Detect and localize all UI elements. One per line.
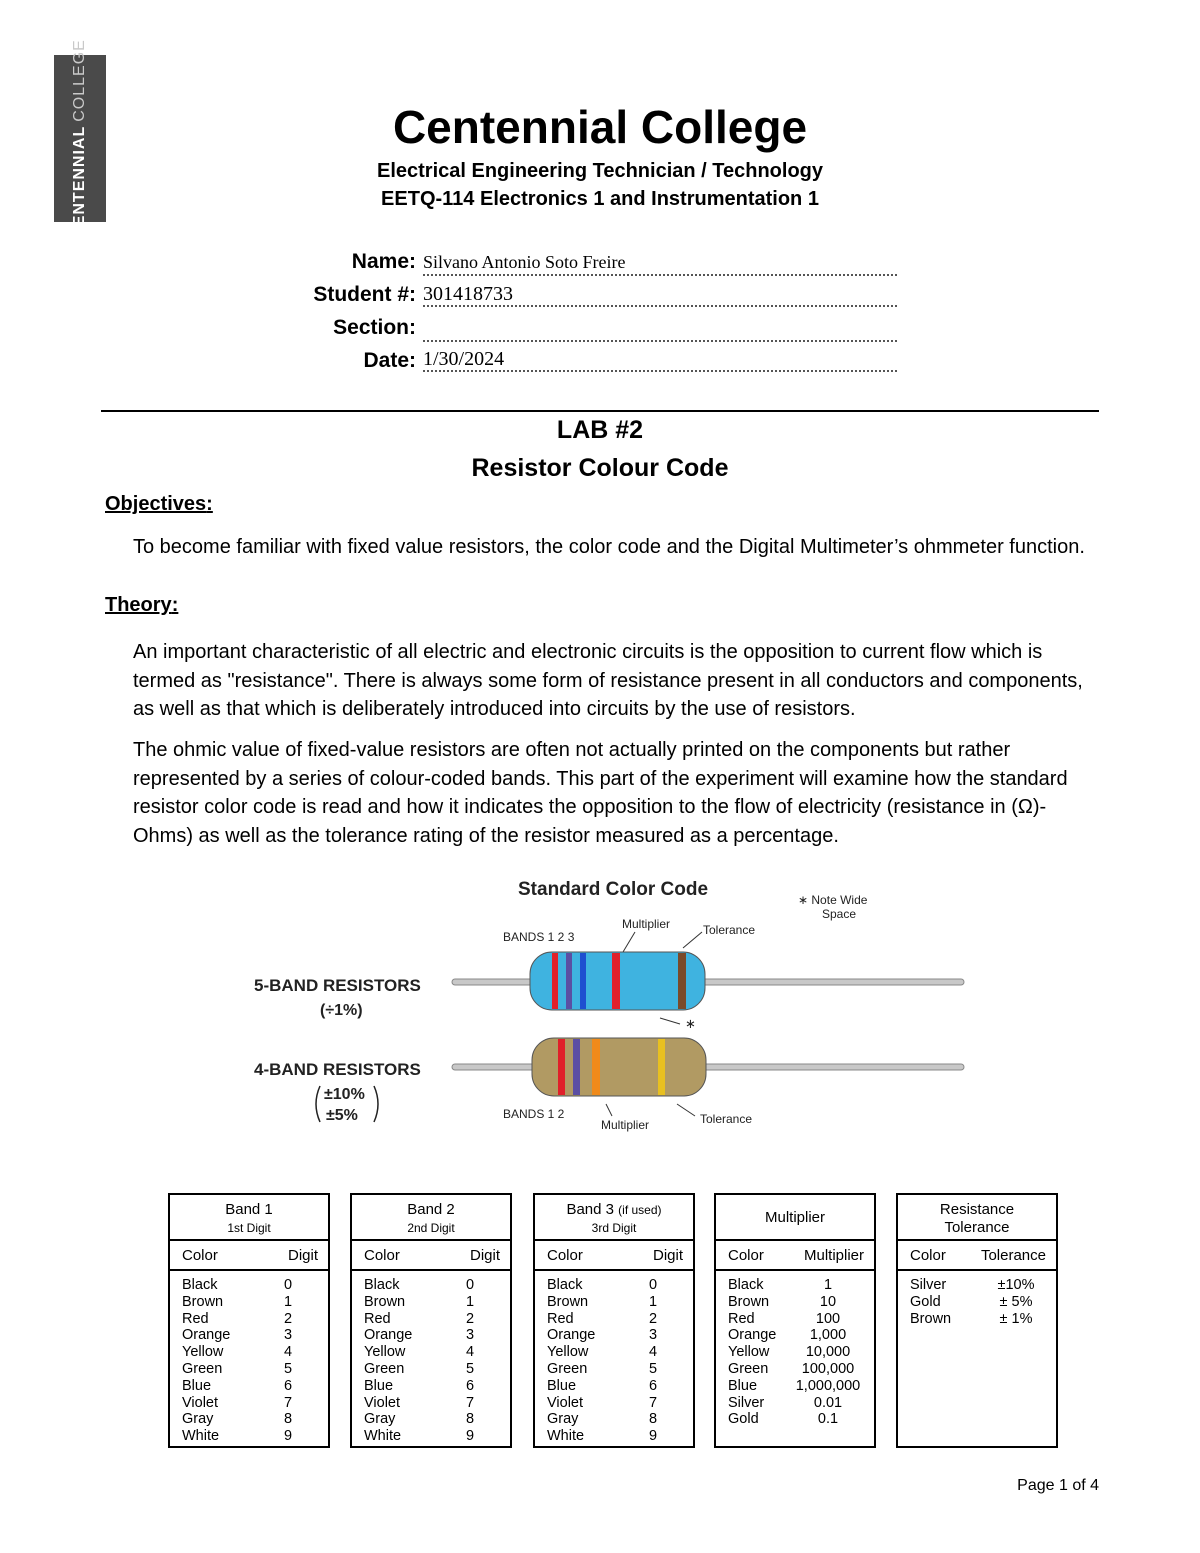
multiplier-row-color: Gold (728, 1411, 759, 1428)
multiplier-row (728, 1277, 864, 1294)
band1-row (182, 1311, 318, 1328)
logo-line1: CENTENNIAL (71, 125, 88, 239)
band3-row (547, 1395, 683, 1412)
band2-row-color: Violet (364, 1394, 401, 1411)
band3-row (547, 1311, 683, 1328)
band3-row (547, 1277, 683, 1294)
band-1-red-4 (558, 1039, 565, 1095)
tolerance-row (910, 1311, 1046, 1328)
multiplier-row-value: 100,000 (801, 1360, 855, 1377)
multiplier-label-top: Multiplier (622, 917, 671, 931)
tolerance-rows (898, 1271, 1056, 1327)
logo-line2: COLLEGE (71, 39, 88, 122)
band1-row (182, 1294, 318, 1311)
multiplier-row (728, 1395, 864, 1412)
band2-row (364, 1311, 500, 1328)
band2-row-value: 4 (465, 1344, 475, 1361)
band2-row (364, 1428, 500, 1445)
multiplier-col-multiplier: Multiplier (803, 1246, 864, 1264)
band3-row (547, 1344, 683, 1361)
band1-row-color: Gray (182, 1411, 214, 1428)
band1-table (168, 1193, 330, 1448)
tolerance-band-gold (658, 1039, 665, 1095)
band1-row-color: Red (182, 1310, 209, 1327)
band1-row-value: 1 (283, 1293, 293, 1310)
band3-row-value: 7 (648, 1394, 658, 1411)
tolerance-band-brown (678, 953, 686, 1009)
multiplier-table (714, 1193, 876, 1448)
objectives-heading: Objectives: (105, 493, 213, 515)
multiplier-row-value: 0.1 (817, 1411, 839, 1428)
multiplier-row (728, 1311, 864, 1328)
band1-row (182, 1411, 318, 1428)
band2-row-value: 8 (465, 1411, 475, 1428)
band3-col-color: Color (547, 1246, 583, 1264)
band3-sub: 3rd Digit (591, 1221, 637, 1235)
multiplier-row (728, 1361, 864, 1378)
multiplier-row (728, 1378, 864, 1395)
band2-row (364, 1344, 500, 1361)
band1-row (182, 1277, 318, 1294)
band1-row-color: Green (182, 1360, 223, 1377)
band3-row-color: Violet (547, 1394, 584, 1411)
band2-row-value: 0 (465, 1277, 475, 1293)
band-3-blue (580, 953, 586, 1009)
tolerance-row-color: Gold (910, 1293, 941, 1310)
bands-label-5: BANDS 1 2 3 (503, 930, 575, 944)
student-number-field[interactable]: 301418733 (423, 283, 897, 307)
band1-row-value: 8 (283, 1411, 293, 1428)
band3-row (547, 1294, 683, 1311)
band2-title: Band 2 (407, 1201, 455, 1218)
band2-rows (352, 1271, 510, 1445)
tolerance-row (910, 1294, 1046, 1311)
band2-row-color: Green (364, 1360, 405, 1377)
four-band-tolerance-1: ±10% (324, 1086, 365, 1103)
band-2-violet-4 (573, 1039, 580, 1095)
band3-row-value: 0 (648, 1277, 658, 1293)
band2-row-color: Red (364, 1310, 391, 1327)
tolerance-col-color: Color (910, 1246, 946, 1264)
section-field[interactable] (423, 318, 897, 342)
multiplier-row (728, 1411, 864, 1428)
band2-row (364, 1277, 500, 1294)
note-line1: ∗ Note Wide (798, 893, 868, 907)
multiplier-band-red (612, 953, 620, 1009)
tolerance-label-bottom: Tolerance (700, 1112, 753, 1126)
band3-row-value: 4 (648, 1344, 658, 1361)
tolerance-table (896, 1193, 1058, 1448)
four-band-label: 4-BAND RESISTORS (254, 1060, 421, 1079)
band3-row-value: 5 (648, 1360, 658, 1377)
name-label: Name: (351, 250, 416, 273)
theory-heading: Theory: (105, 594, 179, 616)
band2-row (364, 1378, 500, 1395)
page-number: Page 1 of 4 (1017, 1477, 1099, 1494)
band1-col-color: Color (182, 1246, 218, 1264)
band3-row-color: Green (547, 1360, 588, 1377)
band3-row-color: Yellow (547, 1344, 589, 1361)
band1-row-color: Yellow (182, 1344, 224, 1361)
band1-row-color: Brown (182, 1293, 224, 1310)
lab-number: LAB #2 (556, 416, 644, 444)
multiplier-row-color: Green (728, 1360, 769, 1377)
band2-row-color: Orange (364, 1327, 413, 1344)
multiplier-row (728, 1344, 864, 1361)
band2-row-color: White (364, 1428, 402, 1445)
band3-rows (535, 1271, 693, 1445)
band2-row-value: 7 (465, 1394, 475, 1411)
five-band-label: 5-BAND RESISTORS (254, 976, 421, 995)
note-line2: Space (822, 907, 857, 921)
band-1-red (552, 953, 558, 1009)
band3-row-color: Black (547, 1277, 583, 1293)
multiplier-row-value: 100 (815, 1310, 841, 1327)
tolerance-row-color: Silver (910, 1277, 947, 1293)
multiplier-rows (716, 1271, 874, 1428)
band2-row (364, 1395, 500, 1412)
band2-row-value: 1 (465, 1293, 475, 1310)
band2-row (364, 1294, 500, 1311)
band3-row-color: Blue (547, 1377, 577, 1394)
band3-row-color: Red (547, 1310, 574, 1327)
band3-row-value: 6 (648, 1377, 658, 1394)
tolerance-row-value: ± 1% (999, 1310, 1033, 1327)
band1-row-value: 4 (283, 1344, 293, 1361)
band1-row-color: Blue (182, 1377, 212, 1394)
multiplier-band-orange (592, 1039, 600, 1095)
band1-row (182, 1378, 318, 1395)
multiplier-row-color: Blue (728, 1377, 758, 1394)
multiplier-row-color: Black (728, 1277, 764, 1293)
band3-row (547, 1428, 683, 1445)
student-number-label: Student #: (313, 283, 416, 306)
bands-label-4: BANDS 1 2 (503, 1107, 565, 1121)
band1-row-value: 9 (283, 1428, 293, 1445)
band2-row-value: 5 (465, 1360, 475, 1377)
band2-table (350, 1193, 512, 1448)
tolerance-row (910, 1277, 1046, 1294)
multiplier-row-value: 10,000 (805, 1344, 851, 1361)
program-subtitle: Electrical Engineering Technician / Technology (376, 160, 824, 182)
multiplier-row-value: 0.01 (813, 1394, 843, 1411)
band1-row-value: 0 (283, 1277, 293, 1293)
tolerance-row-color: Brown (910, 1310, 952, 1327)
band1-row (182, 1327, 318, 1344)
band2-row-color: Blue (364, 1377, 394, 1394)
multiplier-row-value: 1,000,000 (795, 1377, 861, 1394)
band1-row (182, 1344, 318, 1361)
band1-row-value: 3 (283, 1327, 293, 1344)
lab-title: Resistor Colour Code (471, 454, 729, 482)
multiplier-row-color: Brown (728, 1293, 770, 1310)
theory-paragraph-2: The ohmic value of fixed-value resistors are often not actually printed on the components but rather represented by a series of colour-coded bands. This part of the experiment will examine how the standard resistor color code is read and how it indicates the opposition to the flow of electricity (resistance in (Ω)- Ohms) as well as the tolerance rating of the resistor measured as a percentage. (133, 739, 1068, 847)
multiplier-row (728, 1294, 864, 1311)
five-band-tolerance: (÷1%) (320, 1002, 363, 1019)
band2-col-color: Color (364, 1246, 400, 1264)
multiplier-row (728, 1327, 864, 1344)
band1-row (182, 1428, 318, 1445)
band3-row (547, 1378, 683, 1395)
divider (101, 410, 1099, 412)
band2-row (364, 1361, 500, 1378)
band3-table (533, 1193, 695, 1448)
band2-col-digit: Digit (469, 1246, 500, 1264)
multiplier-row-value: 1,000 (809, 1327, 847, 1344)
band2-row-color: Brown (364, 1293, 406, 1310)
band3-row-value: 1 (648, 1293, 658, 1310)
band3-row (547, 1411, 683, 1428)
name-field[interactable]: Silvano Antonio Soto Freire (423, 252, 897, 276)
band2-row-value: 2 (465, 1310, 475, 1327)
multiplier-label-bottom: Multiplier (601, 1118, 650, 1132)
band2-sub: 2nd Digit (407, 1221, 455, 1235)
band1-row-value: 2 (283, 1310, 293, 1327)
tolerance-col-tolerance: Tolerance (980, 1246, 1046, 1264)
page-title: Centennial College (392, 101, 808, 153)
band1-row-color: White (182, 1428, 220, 1445)
band2-row-value: 3 (465, 1327, 475, 1344)
date-label: Date: (363, 349, 416, 372)
band1-row-color: Violet (182, 1394, 219, 1411)
band1-col-digit: Digit (287, 1246, 318, 1264)
band3-row-value: 8 (648, 1411, 658, 1428)
band2-row (364, 1327, 500, 1344)
band1-row-color: Black (182, 1277, 218, 1293)
tolerance-sub: Tolerance (944, 1219, 1010, 1236)
band2-row-color: Gray (364, 1411, 396, 1428)
wide-space-asterisk: ∗ (685, 1016, 696, 1031)
band1-sub: 1st Digit (227, 1221, 271, 1235)
resistor-color-code-figure (240, 868, 980, 1143)
tolerance-title: Resistance (939, 1201, 1015, 1218)
multiplier-row-value: 1 (823, 1277, 833, 1293)
band1-row-value: 6 (283, 1377, 293, 1394)
band3-col-digit: Digit (652, 1246, 683, 1264)
band2-row-color: Black (364, 1277, 400, 1293)
multiplier-row-color: Red (728, 1310, 755, 1327)
objectives-text: To become familiar with fixed value resistors, the color code and the Digital Multimeter’s ohmmeter function. (133, 536, 1085, 558)
band1-row-value: 5 (283, 1360, 293, 1377)
multiplier-row-color: Silver (728, 1394, 765, 1411)
band-2-violet (566, 953, 572, 1009)
band2-row (364, 1411, 500, 1428)
multiplier-title: Multiplier (764, 1209, 825, 1226)
band1-row-color: Orange (182, 1327, 231, 1344)
band3-row-value: 3 (648, 1327, 658, 1344)
band1-row-value: 7 (283, 1394, 293, 1411)
band2-row-value: 6 (465, 1377, 475, 1394)
multiplier-row-color: Yellow (728, 1344, 770, 1361)
tolerance-row-value: ± 5% (999, 1293, 1033, 1310)
band3-row-color: Gray (547, 1411, 579, 1428)
four-band-tolerance-2: ±5% (326, 1107, 358, 1124)
multiplier-row-color: Orange (728, 1327, 777, 1344)
five-band-lead (452, 979, 964, 985)
four-band-lead (452, 1064, 964, 1070)
band3-row-value: 2 (648, 1310, 658, 1327)
tolerance-row-value: ±10% (997, 1277, 1035, 1293)
band1-row (182, 1395, 318, 1412)
band3-row (547, 1361, 683, 1378)
band2-row-color: Yellow (364, 1344, 406, 1361)
band3-row-color: Brown (547, 1293, 589, 1310)
tolerance-label-top: Tolerance (703, 923, 756, 937)
band3-title-note: (if used) (618, 1203, 662, 1217)
band2-row-value: 9 (465, 1428, 475, 1445)
figure-title: Standard Color Code (518, 879, 709, 900)
multiplier-col-color: Color (728, 1246, 764, 1264)
section-label: Section: (333, 316, 416, 339)
band1-row (182, 1361, 318, 1378)
band1-title: Band 1 (225, 1201, 273, 1218)
band1-rows (170, 1271, 328, 1445)
date-field[interactable]: 1/30/2024 (423, 348, 897, 372)
band3-row-color: Orange (547, 1327, 596, 1344)
band3-title: Band 3 (566, 1201, 614, 1218)
theory-paragraph-1: An important characteristic of all electric and electronic circuits is the opposition to current flow which is termed as "resistance". There is always some form of resistance present in all conductors and components, as well as that which is deliberately introduced into circuits by the use of resistors. (133, 641, 1083, 720)
course-subtitle: EETQ-114 Electronics 1 and Instrumentation 1 (381, 188, 819, 210)
band3-row-value: 9 (648, 1428, 658, 1445)
multiplier-row-value: 10 (819, 1293, 837, 1310)
band3-row-color: White (547, 1428, 585, 1445)
band3-row (547, 1327, 683, 1344)
